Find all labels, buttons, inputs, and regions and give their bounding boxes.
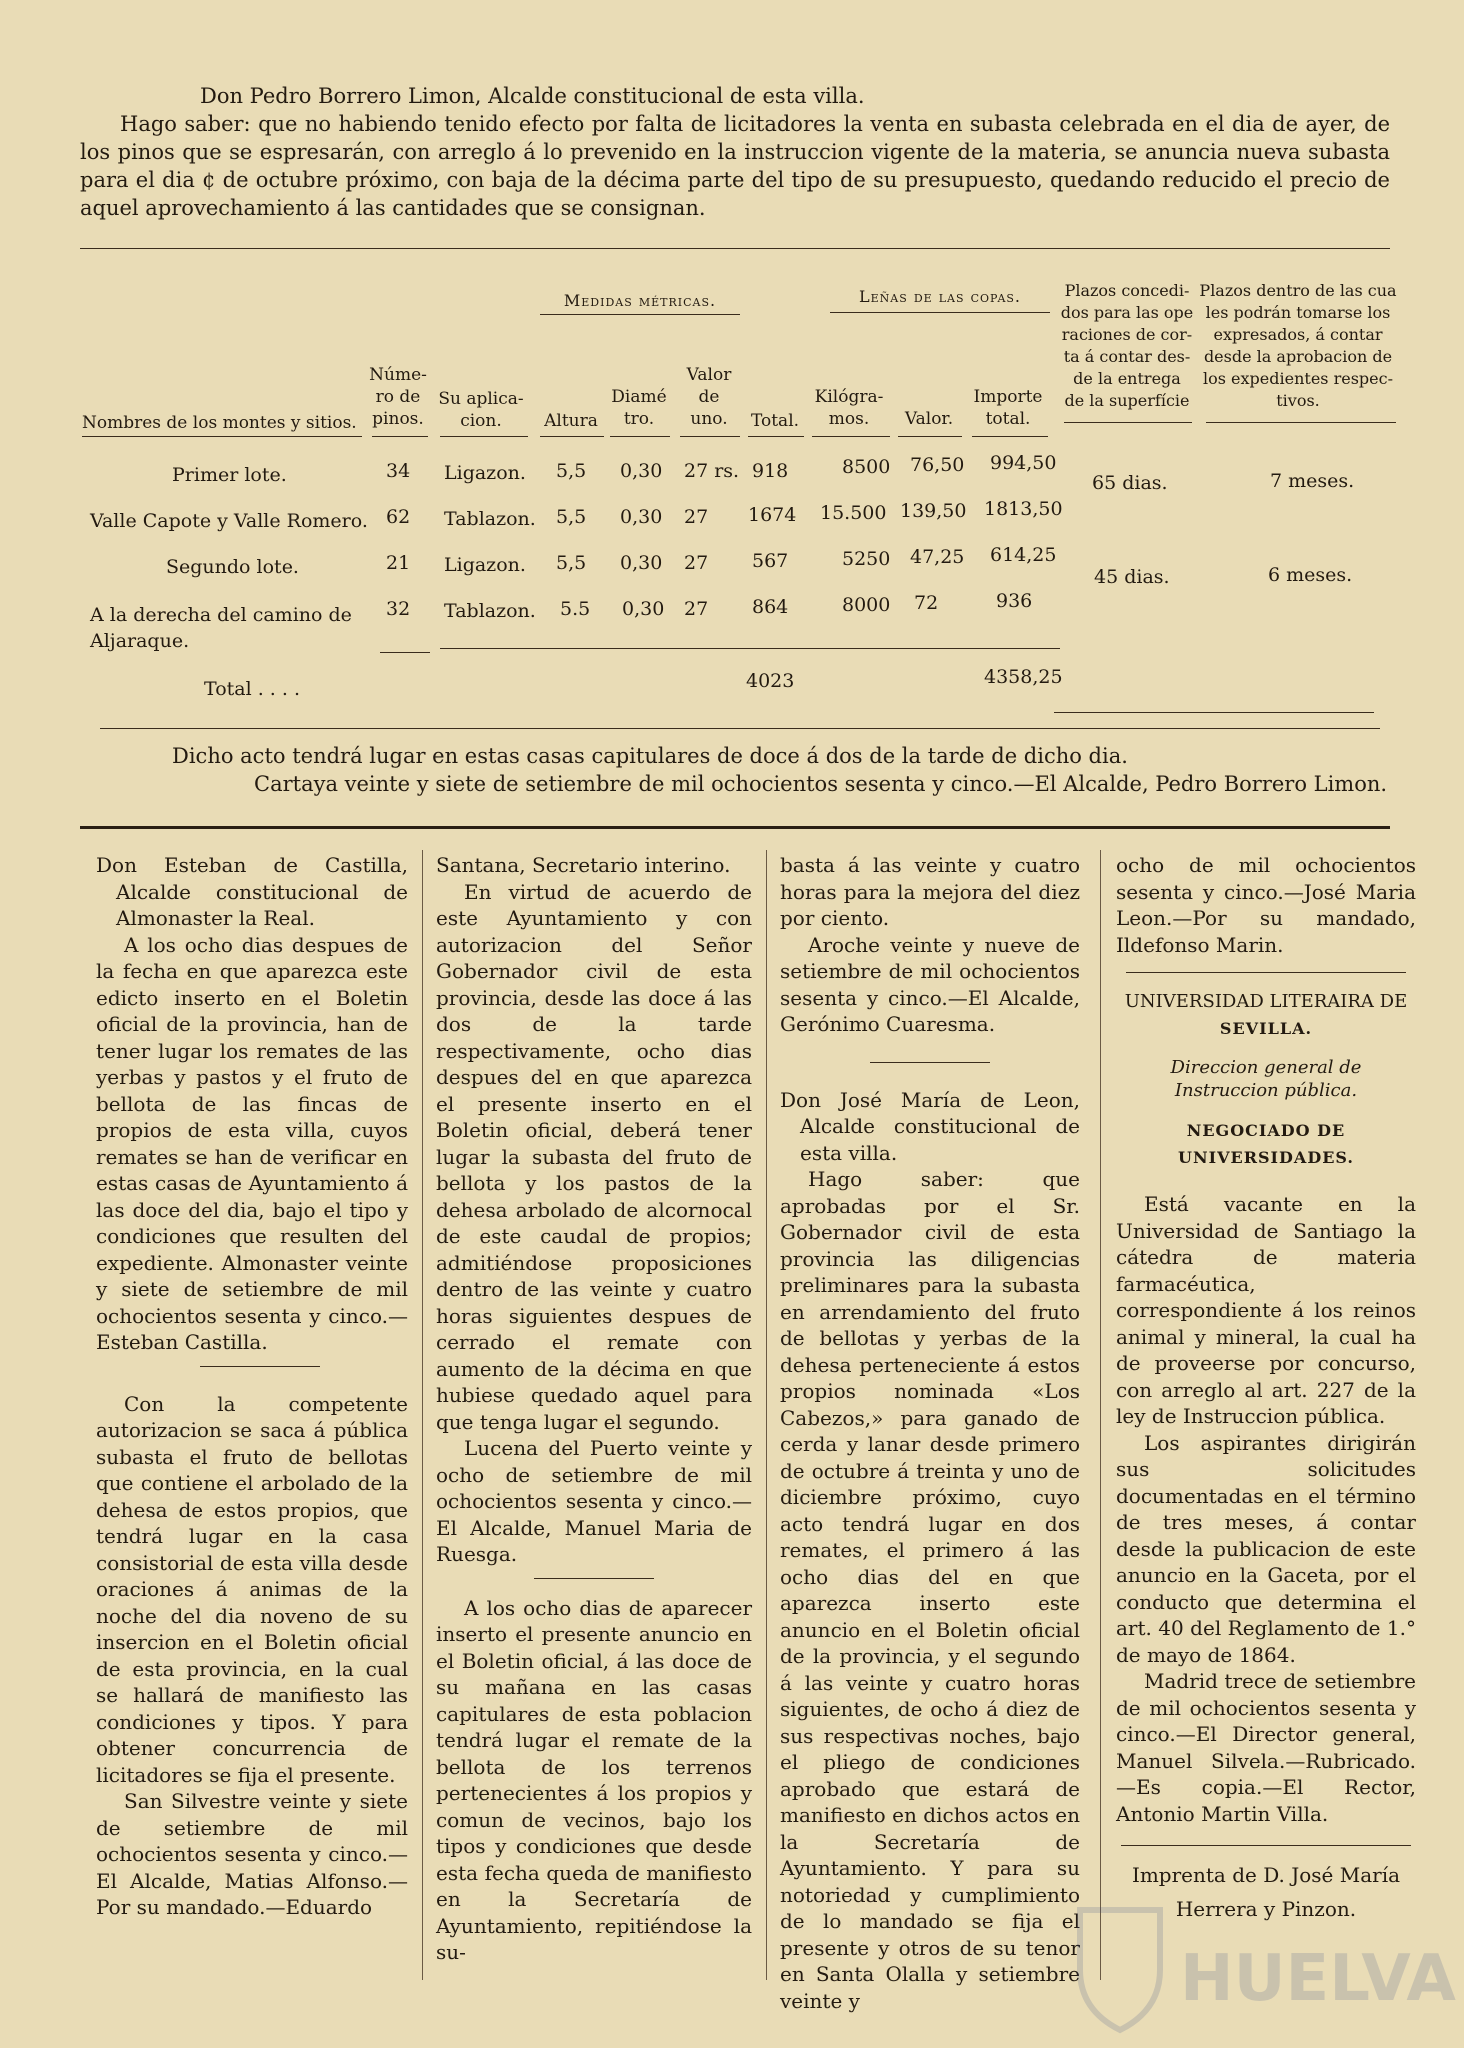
plazo-1-exped: 7 meses.: [1270, 470, 1355, 492]
rule: [80, 248, 1390, 249]
row4-numero: 32: [386, 598, 411, 620]
watermark-text: HUELVA: [1180, 1942, 1456, 2016]
row2-importe: 1813,50: [984, 498, 1063, 520]
row4-altura: 5.5: [560, 598, 591, 620]
imprenta-line2: Herrera y Pinzon.: [1175, 1897, 1357, 1921]
row2-valor: 139,50: [900, 500, 967, 522]
row4-kg: 8000: [842, 594, 891, 616]
paragraph: Está vacante en la Universidad de Santiago la cátedra de materia farmacéutica, correspondiente á los reinos animal y mineral, la cual ha de proveerse por concurso, con arreglo al art. 227 de la ley de Instruccion pública.: [1116, 1192, 1416, 1428]
row3-importe: 614,25: [990, 544, 1057, 566]
plazo-1-corta: 65 dias.: [1092, 472, 1168, 494]
header-altura: Altura: [544, 411, 598, 431]
row2-numero: 62: [386, 506, 411, 528]
rule: [870, 1062, 990, 1063]
row1-valor: 76,50: [910, 454, 965, 476]
column-divider: [422, 850, 423, 1980]
intro-heading: Don Pedro Borrero Limon, Alcalde constitucional de esta villa.: [200, 84, 865, 108]
notice-heading: Don Esteban de Castilla, Alcalde constitucional de Almonaster la Real.: [96, 853, 408, 930]
group-medidas: Medidas métricas.: [563, 291, 717, 310]
group-lenas: Leñas de las copas.: [858, 287, 1022, 306]
row3-altura: 5,5: [556, 552, 587, 574]
column-3: [780, 852, 1080, 2014]
intro-notice: [80, 82, 1390, 222]
shield-icon: [1060, 1890, 1456, 2040]
rule: [82, 436, 362, 437]
rule: [100, 728, 1380, 729]
header-valor-uno: Valor de uno.: [686, 365, 732, 429]
paragraph: Santana, Secretario interino.: [436, 853, 731, 877]
plazo-2-corta: 45 dias.: [1094, 566, 1170, 588]
row2-nombre: Valle Capote y Valle Romero.: [90, 510, 368, 532]
total-label: Total . . . .: [204, 678, 300, 700]
rule: [1126, 972, 1406, 973]
row1-kg: 8500: [842, 456, 891, 478]
row2-kg: 15.500: [820, 502, 887, 524]
column-4: [1116, 852, 1416, 1926]
paragraph: A los ocho dias de aparecer inserto el presente anuncio en el Boletin oficial, á las doce de su mañana en las casas capitulares de esta poblacion tendrá lugar el remate de la bellota de los terrenos pertenecientes á los propios y comun de vecinos, bajo los tipos y condiciones que desde esta fecha queda de manifiesto en la Secretaría de Ayuntamiento, repitiéndose la su-: [436, 1595, 752, 1964]
rule: [680, 436, 740, 437]
rule: [534, 1578, 654, 1579]
archive-watermark: [1060, 1890, 1456, 2040]
rule: [812, 436, 890, 437]
rule: [1064, 422, 1192, 423]
rule: [830, 312, 1050, 313]
total-value: 4023: [746, 670, 795, 692]
row1-importe: 994,50: [990, 452, 1057, 474]
paragraph: En virtud de acuerdo de este Ayuntamiento y con autorizacion del Señor Gobernador civil de esta provincia, desde las doce á las dos de la tarde respectivamente, ocho dias despues del en que aparezca el presente inserto en el Boletin oficial, deberá tener lugar la subasta del fruto de bellota y los pastos de la dehesa arbolado de alcornocal de este caudal de propios; admitiéndose proposiciones dentro de las veinte y cuatro horas siguientes despues de cerrado el remate con aumento de la décima en que hubiese quedado aquel para que tenga lugar el segundo.: [436, 879, 752, 1434]
rule: [372, 436, 428, 437]
rule: [898, 436, 962, 437]
university-title: UNIVERSIDAD LITERAIRA DE: [1124, 991, 1408, 1012]
row3-valor-uno: 27: [684, 552, 709, 574]
row3-diametro: 0,30: [620, 552, 663, 574]
row4-aplicacion: Tablazon.: [444, 600, 536, 622]
direccion: Direccion general de Instruccion pública.: [1170, 1057, 1362, 1101]
closing-line1: Dicho acto tendrá lugar en estas casas capitulares de doce á dos de la tarde de dicho dia.: [172, 744, 1128, 768]
row1-altura: 5,5: [556, 460, 587, 482]
row3-valor: 47,25: [910, 546, 965, 568]
paragraph: A los ocho dias despues de la fecha en que aparezca este edicto inserto en el Boletin oficial de la provincia, han de tener lugar los remates de las yerbas y pastos y el fruto de bellota de las fincas de propios de esta villa, cuyos remates se han de verificar en estas casas de Ayuntamiento á las doce del dia, bajo el tipo y condiciones que resulten del expediente. Almonaster veinte y siete de setiembre de mil ochocientos sesenta y cinco.—Esteban Castilla.: [96, 932, 408, 1354]
row1-nombre: Primer lote.: [172, 464, 287, 486]
paragraph: basta á las veinte y cuatro horas para la mejora del diez por ciento.: [780, 853, 1080, 930]
paragraph: Los aspirantes dirigirán sus solicitudes documentadas en el término de tres meses, á contar desde la publicacion de este anuncio en la Gaceta, por el conducto que determina el art. 40 del Reglamento de 1.° de mayo de 1864.: [1116, 1430, 1416, 1667]
row4-valor: 72: [914, 592, 939, 614]
row1-diametro: 0,30: [620, 460, 663, 482]
paragraph: Hago saber: que aprobadas por el Sr. Gobernador civil de esta provincia las diligencias preliminares para la subasta en arrendamiento del fruto de bellotas y yerbas de la dehesa perteneciente á estos propios nominada «Los Cabezos,» para ganado de cerda y lanar desde primero de octubre á treinta y uno de diciembre próximo, cuyo acto tendrá lugar en dos remates, el primero á las ocho dias del en que aparezca inserto este anuncio en el Boletin oficial de la provincia, y el segundo á las veinte y cuatro horas siguientes, de ocho á diez de sus respectivas noches, bajo el pliego de condiciones aprobado que estará de manifiesto en dichos actos en la Secretaría de Ayuntamiento. Y para su notoriedad y cumplimiento de lo mandado se fija el presente y otros de su tenor en Santa Olalla y setiembre veinte y: [780, 1167, 1080, 2013]
header-aplicacion: Su aplica- cion.: [438, 389, 524, 431]
header-plazos-corta: Plazos concedi- dos para las ope raciones de cor- ta á contar des- de la entrega de la superfície: [1060, 281, 1194, 410]
row1-total: 918: [752, 460, 789, 482]
negociado: NEGOCIADO DE UNIVERSIDADES.: [1178, 1121, 1354, 1167]
row2-total: 1674: [748, 504, 797, 526]
column-divider: [1100, 850, 1101, 1980]
row4-valor-uno: 27: [684, 598, 709, 620]
row1-numero: 34: [386, 460, 411, 482]
university-city: SEVILLA.: [1219, 1018, 1313, 1038]
row1-aplicacion: Ligazon.: [444, 462, 526, 484]
rule: [200, 1366, 320, 1367]
paragraph: San Silvestre veinte y siete de setiembre de mil ochocientos sesenta y cinco.—El Alcalde, Matias Alfonso.—Por su mandado.—Eduardo: [96, 1789, 408, 1919]
rule: [748, 436, 804, 437]
paragraph: ocho de mil ochocientos sesenta y cinco.—José Maria Leon.—Por su mandado, Ildefonso Marin.: [1116, 853, 1416, 957]
row4-importe: 936: [996, 590, 1033, 612]
column-divider: [766, 850, 767, 1980]
header-nombres: Nombres de los montes y sitios.: [82, 413, 357, 433]
row2-diametro: 0,30: [620, 506, 663, 528]
rule: [1206, 422, 1396, 423]
header-total: Total.: [750, 411, 800, 431]
row3-numero: 21: [386, 552, 411, 574]
header-numero: Núme- ro de pinos.: [369, 365, 427, 429]
row3-nombre: Segundo lote.: [166, 556, 299, 578]
closing-line2: Cartaya veinte y siete de setiembre de mil ochocientos sesenta y cinco.—El Alcalde, Pedro Borrero Limon.: [254, 772, 1388, 796]
row4-diametro: 0,30: [622, 598, 665, 620]
paragraph: Madrid trece de setiembre de mil ochocientos sesenta y cinco.—El Director general, Manuel Silvela.—Rubricado.—Es copia.—El Rector, Antonio Martin Villa.: [1116, 1669, 1416, 1826]
plazo-2-exped: 6 meses.: [1268, 564, 1353, 586]
row2-altura: 5,5: [556, 506, 587, 528]
rule: [1121, 1845, 1411, 1846]
row3-kg: 5250: [842, 548, 891, 570]
intro-body: Hago saber: que no habiendo tenido efecto por falta de licitadores la venta en subasta celebrada en el dia de ayer, de los pinos que se espresarán, con arreglo á lo prevenido en la instruccion vigente de la materia, se anuncia nueva subasta para el dia ¢ de octubre próximo, con baja de la décima parte del tipo de su presupuesto, quedando reducido el precio de aquel aprovechamiento á las cantidades que se consignan.: [80, 112, 1390, 220]
paragraph: Lucena del Puerto veinte y ocho de setiembre de mil ochocientos sesenta y cinco.—El Alcalde, Manuel Maria de Ruesga.: [436, 1436, 752, 1566]
rule: [440, 436, 528, 437]
header-kilogramos: Kilógra- mos.: [814, 387, 884, 429]
header-plazos-exped: Plazos dentro de las cua les podrán tomarse los expresados, á contar desde la aprobacion de los expedientes respec- tivos.: [1199, 281, 1397, 410]
rule: [80, 826, 1390, 829]
rule: [540, 314, 740, 315]
column-1: [96, 852, 408, 1921]
header-valor: Valor.: [904, 409, 954, 429]
total-importe: 4358,25: [984, 666, 1063, 688]
row2-aplicacion: Tablazon.: [444, 508, 536, 530]
row3-aplicacion: Ligazon.: [444, 554, 526, 576]
rule: [380, 652, 430, 653]
row1-valor-uno: 27 rs.: [684, 460, 740, 482]
row4-total: 864: [752, 596, 789, 618]
rule: [1054, 712, 1374, 713]
header-diametro: Diamé tro.: [611, 387, 667, 429]
rule: [972, 436, 1048, 437]
row3-total: 567: [752, 550, 789, 572]
row4-nombre: A la derecha del camino de Aljaraque.: [90, 604, 352, 652]
notice-heading: Don José María de Leon, Alcalde constitucional de esta villa.: [780, 1087, 1080, 1165]
rule: [610, 436, 670, 437]
rule: [440, 648, 1060, 649]
header-importe: Importe total.: [973, 387, 1043, 429]
paragraph: Aroche veinte y nueve de setiembre de mil ochocientos sesenta y cinco.—El Alcalde, Gerónimo Cuaresma.: [780, 932, 1080, 1036]
paragraph: Con la competente autorizacion se saca á pública subasta el fruto de bellotas que contiene el arbolado de la dehesa de estos propios, que tendrá lugar en la casa consistorial de esta villa desde oraciones á animas de la noche del dia noveno de su insercion en el Boletin oficial de esta provincia, en la cual se hallará de manifiesto las condiciones y tipos. Y para obtener concurrencia de licitadores se fija el presente.: [96, 1391, 408, 1787]
row2-valor-uno: 27: [684, 506, 709, 528]
imprenta-line1: Imprenta de D. José María: [1131, 1863, 1401, 1887]
rule: [540, 436, 604, 437]
column-2: [436, 852, 752, 1966]
